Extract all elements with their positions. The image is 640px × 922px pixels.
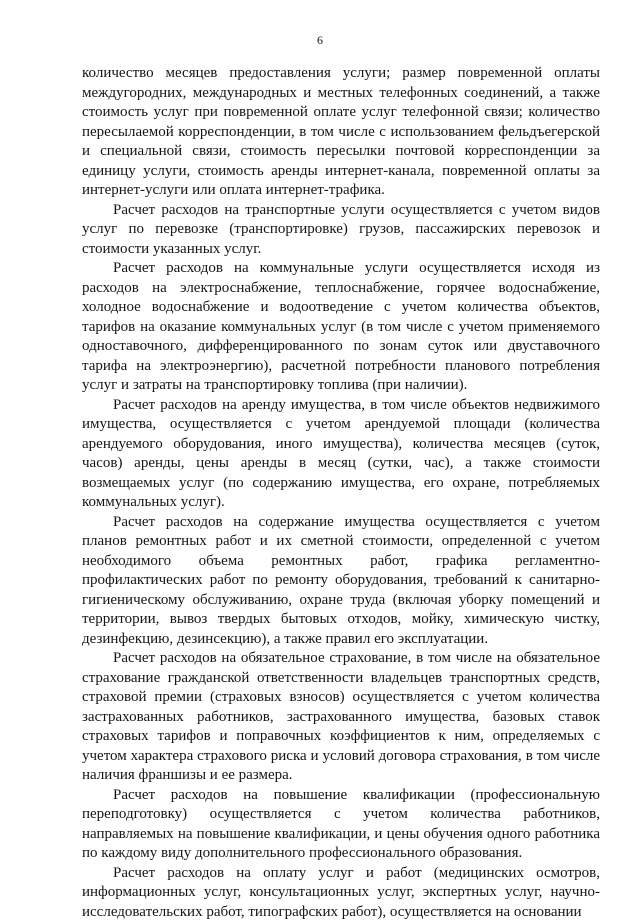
document-text (82, 64, 600, 922)
paragraph-transport-services: Расчет расходов на транспортные услуги осуществляется с учетом видов услуг по перевозке (транспортировке) грузов, пассажирских перевозок и стоимости указанных услуг. (82, 201, 600, 260)
paragraph-mandatory-insurance: Расчет расходов на обязательное страхование, в том числе на обязательное страхование гражданской ответственности владельцев транспортных средств, страховой премии (страховых взносов) осуществляется с учетом количества застрахованных работников, застрахованного имущества, базовых ставок страховых тарифов и поправочных коэффициентов к ним, определяемых с учетом характера страхового риска и условий договора страхования, в том числе наличия франшизы и ее размера. (82, 649, 600, 786)
paragraph-property-maintenance: Расчет расходов на содержание имущества осуществляется с учетом планов ремонтных работ и их сметной стоимости, определенной с учетом необходимого объема ремонтных работ, графика регламентно-профилактических работ по ремонту оборудования, требований к санитарно-гигиеническому обслуживанию, охране труда (включая уборку помещений и территории, вывоз твердых бытовых отходов, мойку, химическую чистку, дезинфекцию, дезинсекцию), а также правил его эксплуатации. (82, 513, 600, 650)
paragraph-communication-costs-continued: количество месяцев предоставления услуги; размер повременной оплаты междугородних, международных и местных телефонных соединений, а также стоимость услуг при повременной оплате услуг телефонной связи; количество пересылаемой корреспонденции, в том числе с использованием фельдъегерской и специальной связи, стоимость пересылки почтовой корреспонденции за единицу услуги, стоимость аренды интернет-канала, повременной оплаты за интернет-услуги или оплата интернет-трафика. (82, 64, 600, 201)
page-number: 6 (0, 33, 640, 48)
paragraph-professional-training: Расчет расходов на повышение квалификации (профессиональную переподготовку) осуществляется с учетом количества работников, направляемых на повышение квалификации, и цены обучения одного работника по каждому виду дополнительного профессионального образования. (82, 786, 600, 864)
paragraph-services-and-works: Расчет расходов на оплату услуг и работ (медицинских осмотров, информационных услуг, консультационных услуг, экспертных услуг, научно-исследовательских работ, типографских работ), осуществляется на основании (82, 864, 600, 922)
paragraph-utility-services: Расчет расходов на коммунальные услуги осуществляется исходя из расходов на электроснабжение, теплоснабжение, горячее водоснабжение, холодное водоснабжение и водоотведение с учетом количества объектов, тарифов на оказание коммунальных услуг (в том числе с учетом применяемого одноставочного, дифференцированного по зонам суток или двуставочного тарифа на электроэнергию), расчетной потребности планового потребления услуг и затраты на транспортировку топлива (при наличии). (82, 259, 600, 396)
paragraph-property-rent: Расчет расходов на аренду имущества, в том числе объектов недвижимого имущества, осуществляется с учетом арендуемой площади (количества арендуемого оборудования, иного имущества), количества месяцев (суток, часов) аренды, цены аренды в месяц (сутки, час), а также стоимости возмещаемых услуг (по содержанию имущества, его охране, потребляемых коммунальных услуг). (82, 396, 600, 513)
